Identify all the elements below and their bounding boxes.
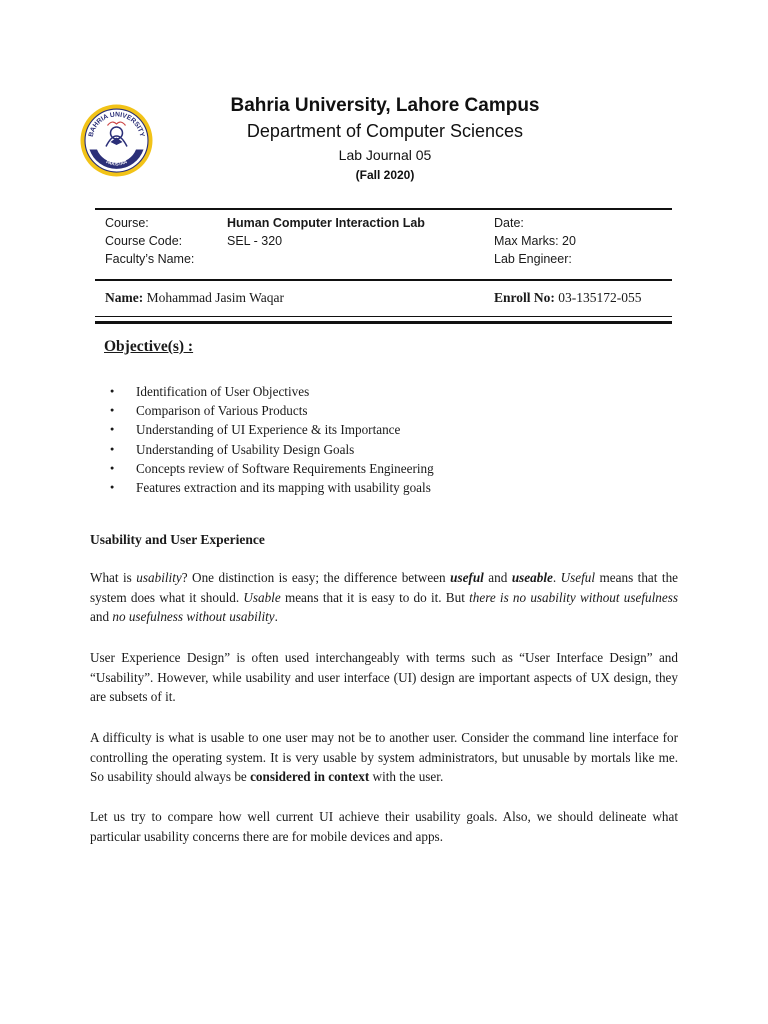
paragraph-context: A difficulty is what is usable to one user may not be to another user. Consider the command line interface for controlling the operating system. It is very usable by system administrators, but unusable by mortals like me. So usability should always be considered in context with the user. <box>90 730 678 785</box>
faculty-name-label: Faculty’s Name: <box>105 252 195 266</box>
section-title: Usability and User Experience <box>90 532 265 547</box>
lab-engineer-label: Lab Engineer: <box>494 252 572 266</box>
list-item: ● Comparison of Various Products <box>110 401 434 420</box>
lab-journal-number: 05 <box>415 147 432 163</box>
list-item: ● Understanding of Usability Design Goals <box>110 440 434 459</box>
info-right <box>494 214 576 268</box>
paragraph-compare: Let us try to compare how well current UI achieve their usability goals. Also, we should delineate what particular usability concerns there are for mobile devices and apps. <box>90 809 678 844</box>
course-code-label: Course Code: <box>105 234 183 248</box>
enroll-number <box>494 290 642 306</box>
list-item: ● Concepts review of Software Requirements Engineering <box>110 459 434 478</box>
name-divider-thin <box>95 316 672 317</box>
name-value: Mohammad Jasim Waqar <box>143 290 284 305</box>
objectives-list <box>110 382 434 497</box>
max-marks: Max Marks: 20 <box>494 234 576 248</box>
enroll-value: 03-135172-055 <box>554 290 642 305</box>
department-title: Department of Computer Sciences <box>246 121 524 141</box>
info-labels <box>105 214 194 268</box>
university-logo <box>79 103 154 178</box>
list-item: ● Understanding of UI Experience & its Importance <box>110 420 434 439</box>
course-label: Course: <box>105 216 149 230</box>
enroll-label: Enroll No: <box>494 290 555 305</box>
university-title: Bahria University, Lahore Campus <box>230 95 540 116</box>
objectives-title: Objective(s) : <box>104 338 194 355</box>
logo-top-text: BAHRIA UNIVERSITY <box>87 111 146 138</box>
course-code-value: SEL - 320 <box>227 234 283 248</box>
logo-bottom-text: PAKISTAN <box>105 159 128 167</box>
top-divider <box>95 208 672 210</box>
name-divider-thick <box>95 321 672 324</box>
lab-journal-title <box>200 147 570 163</box>
term-label: (Fall 2020) <box>355 168 415 182</box>
paragraph-usability-definition: What is usability? One distinction is easy; the difference between useful and useable. Useful means that the system does what it should. Usable means that it is easy to do it. But there is no usability without usefulness and no usefulness without usability. <box>90 570 679 625</box>
lab-journal-label: Lab Journal <box>338 147 416 163</box>
student-name <box>105 290 284 306</box>
name-label: Name: <box>105 290 144 305</box>
list-item: ● Identification of User Objectives <box>110 382 434 401</box>
paragraph-ux-design: User Experience Design” is often used interchangeably with terms such as “User Interface Design” and “Usability”. However, while usability and user interface (UI) design are important aspects of UX design, they are subsets of it. <box>90 650 678 705</box>
info-divider <box>95 279 672 281</box>
course-value: Human Computer Interaction Lab <box>227 216 425 230</box>
date-label: Date: <box>494 216 524 230</box>
list-item: ● Features extraction and its mapping with usability goals <box>110 478 434 497</box>
info-values <box>227 214 425 250</box>
